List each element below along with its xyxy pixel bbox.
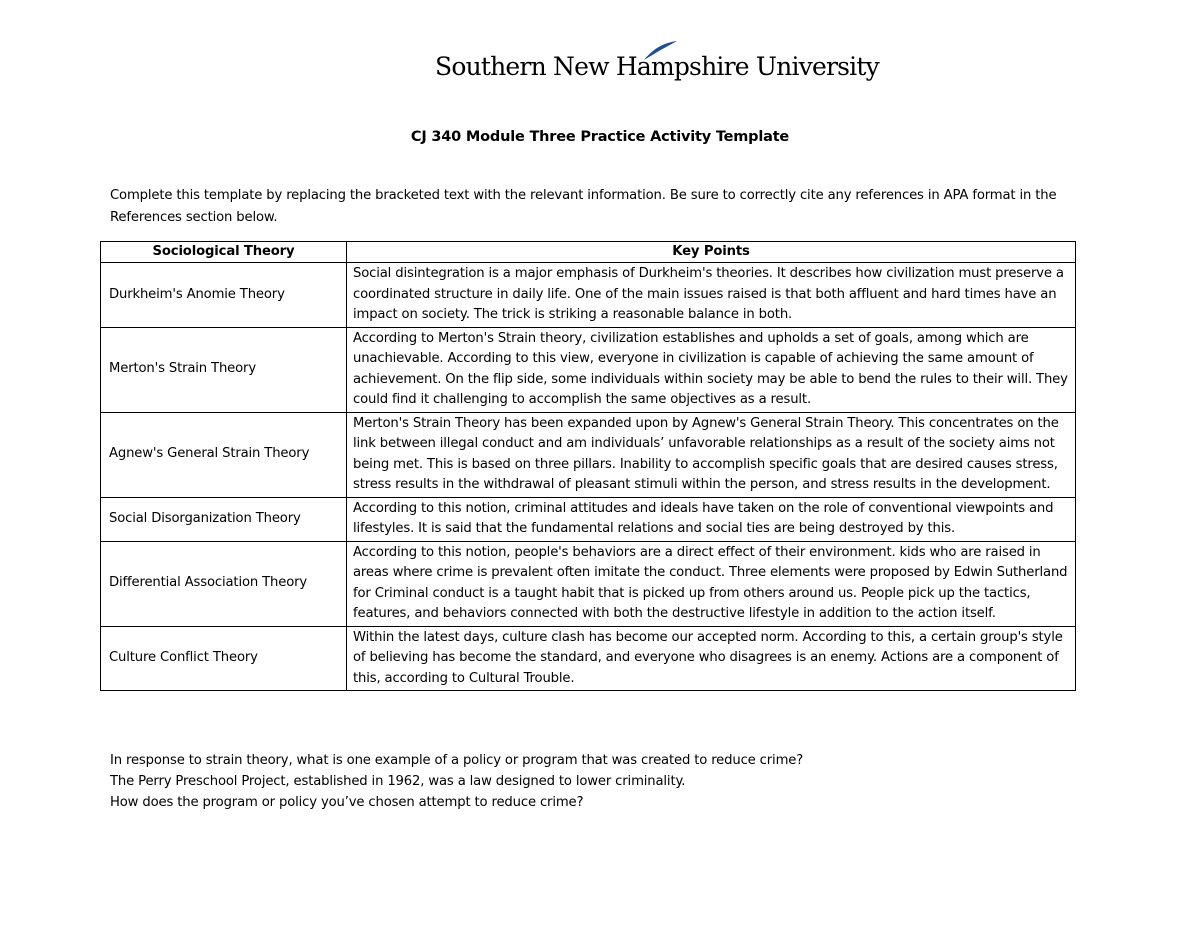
key-points: According to Merton's Strain theory, civilization establishes and upholds a set of goals, among which are unachievable. According to this view, everyone in civilization is capable of achieving the same amount of achievement. On the flip side, some individuals within society may be able to bend the rules to their will. They could find it challenging to accomplish the same objectives as a result. [347,327,1076,412]
question-2: How does the program or policy you’ve chosen attempt to reduce crime? [110,795,584,810]
instructions-text: Complete this template by replacing the bracketed text with the relevant information. Be sure to correctly cite any references in APA format in the References section below. [110,188,1057,225]
table-row [101,263,1076,328]
answer-1: The Perry Preschool Project, established in 1962, was a law designed to lower criminality. [110,774,686,789]
key-points: Merton's Strain Theory has been expanded upon by Agnew's General Strain Theory. This concentrates on the link between illegal conduct and am individuals’ unfavorable relationships as a result of the society aims not being met. This is based on three pillars. Inability to accomplish specific goals that are desired causes stress, stress results in the withdrawal of pleasant stimuli within the person, and stress results in the development. [347,412,1076,497]
table-header-row [101,242,1076,263]
column-header-theory: Sociological Theory [101,242,347,263]
theory-name: Agnew's General Strain Theory [101,412,347,497]
table-row [101,541,1076,626]
key-points: Social disintegration is a major emphasis of Durkheim's theories. It describes how civilization must preserve a coordinated structure in daily life. One of the main issues raised is that both affluent and hard times have an impact on society. The trick is striking a reasonable balance in both. [347,263,1076,328]
theory-name: Merton's Strain Theory [101,327,347,412]
key-points: According to this notion, criminal attitudes and ideals have taken on the role of conventional viewpoints and lifestyles. It is said that the fundamental relations and social ties are being destroyed by this. [347,497,1076,541]
university-logo [435,52,879,81]
logo-text: Southern New Hampshire University [435,52,879,81]
key-points: Within the latest days, culture clash has become our accepted norm. According to this, a certain group's style of believing has become the standard, and everyone who disagrees is an enemy. Actions are a component of this, according to Cultural Trouble. [347,626,1076,691]
theory-name: Differential Association Theory [101,541,347,626]
table-row [101,412,1076,497]
table-row [101,626,1076,691]
questions-section [110,750,1085,813]
key-points: According to this notion, people's behaviors are a direct effect of their environment. kids who are raised in areas where crime is prevalent often imitate the conduct. Three elements were proposed by Edwin Sutherland for Criminal conduct is a taught habit that is picked up from others around us. People pick up the tactics, features, and behaviors connected with both the destructive lifestyle in addition to the action itself. [347,541,1076,626]
theory-name: Social Disorganization Theory [101,497,347,541]
column-header-key-points: Key Points [347,242,1076,263]
theory-name: Durkheim's Anomie Theory [101,263,347,328]
theories-table [100,241,1076,691]
page-title: CJ 340 Module Three Practice Activity Template [410,129,790,145]
table-row [101,497,1076,541]
quill-icon [642,40,678,62]
question-1: In response to strain theory, what is one example of a policy or program that was created to reduce crime? [110,753,804,768]
theory-name: Culture Conflict Theory [101,626,347,691]
table-row [101,327,1076,412]
